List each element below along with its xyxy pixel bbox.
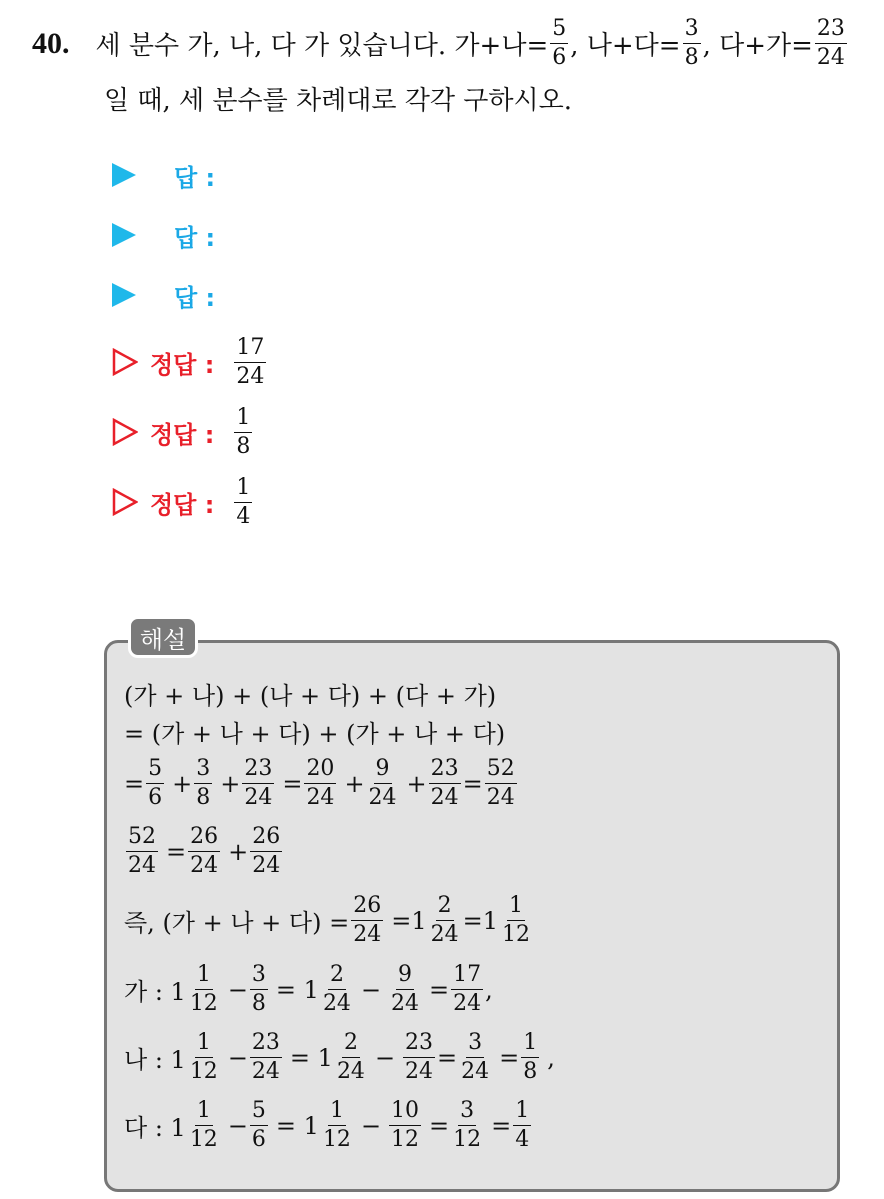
numerator: 23 xyxy=(242,758,274,784)
numerator: 52 xyxy=(126,826,158,852)
correct-answer-2 xyxy=(112,404,254,459)
fraction xyxy=(500,895,532,946)
answer-label: 정답 : xyxy=(150,420,215,449)
operator: = xyxy=(491,1111,512,1140)
fraction xyxy=(335,1032,367,1083)
answer-label: 답 : xyxy=(174,283,216,312)
numerator: 1 xyxy=(234,407,252,433)
denominator: 8 xyxy=(251,991,266,1016)
denominator: 24 xyxy=(430,785,459,810)
fraction xyxy=(815,18,847,69)
question-mid-2: , 다+가= xyxy=(702,31,813,61)
numerator: 52 xyxy=(485,758,517,784)
numerator: 3 xyxy=(683,18,701,44)
operator: = xyxy=(429,1111,450,1140)
fraction xyxy=(513,1100,531,1151)
numerator: 9 xyxy=(374,758,392,784)
text: 다 : 1 xyxy=(124,1114,186,1142)
denominator: 8 xyxy=(684,45,699,70)
fraction xyxy=(485,758,517,809)
triangle-outline-icon xyxy=(112,488,138,516)
numerator: 2 xyxy=(436,895,454,921)
fraction xyxy=(351,895,383,946)
numerator: 1 xyxy=(234,477,252,503)
solution-tab: 해설 xyxy=(128,616,198,658)
text: 나 : 1 xyxy=(124,1046,186,1074)
question-mid-1: , 나+다= xyxy=(570,31,681,61)
numerator: 26 xyxy=(351,895,383,921)
solution-line-8 xyxy=(124,1100,533,1151)
numerator: 1 xyxy=(521,1032,539,1058)
fraction xyxy=(451,964,483,1015)
denominator: 24 xyxy=(368,785,397,810)
solution-line-1: (가 + 나) + (나 + 다) + (다 + 가) xyxy=(124,682,497,710)
fraction xyxy=(146,758,164,809)
denominator: 24 xyxy=(322,991,351,1016)
denominator: 24 xyxy=(430,922,459,947)
answer-blank-1[interactable] xyxy=(112,155,215,195)
play-arrow-icon xyxy=(112,223,136,247)
denominator: 24 xyxy=(236,363,265,389)
operator: = xyxy=(499,1043,520,1072)
denominator: 8 xyxy=(196,785,211,810)
fraction xyxy=(188,964,220,1015)
operator: + xyxy=(220,769,241,798)
operator: + xyxy=(228,837,249,866)
operator: = xyxy=(124,769,145,798)
denominator: 24 xyxy=(391,991,420,1016)
denominator: 6 xyxy=(552,45,567,70)
numerator: 1 xyxy=(195,1100,213,1126)
denominator: 6 xyxy=(251,1127,266,1152)
denominator: 12 xyxy=(189,1059,218,1084)
answer-blank-2[interactable] xyxy=(112,215,215,255)
punctuation: , xyxy=(485,975,493,1004)
fraction xyxy=(188,826,220,877)
numerator: 3 xyxy=(194,758,212,784)
question-number: 40. xyxy=(32,26,70,60)
operator: + xyxy=(172,769,193,798)
fraction xyxy=(304,758,336,809)
play-arrow-icon xyxy=(112,163,136,187)
denominator: 12 xyxy=(189,1127,218,1152)
numerator: 23 xyxy=(403,1032,435,1058)
solution-line-2: = (가 + 나 + 다) + (가 + 나 + 다) xyxy=(124,720,506,748)
operator: − xyxy=(360,975,382,1004)
play-arrow-icon xyxy=(112,283,136,307)
fraction xyxy=(234,334,266,389)
fraction xyxy=(188,1100,220,1151)
fraction xyxy=(459,1032,491,1083)
denominator: 24 xyxy=(190,853,219,878)
denominator: 12 xyxy=(391,1127,420,1152)
fraction xyxy=(321,964,353,1015)
fraction xyxy=(242,758,274,809)
fraction xyxy=(234,404,252,459)
numerator: 5 xyxy=(550,18,568,44)
operator: =1 xyxy=(462,906,498,935)
denominator: 24 xyxy=(252,853,281,878)
numerator: 17 xyxy=(234,337,266,363)
fraction xyxy=(550,18,568,69)
operator: − xyxy=(227,1043,248,1072)
denominator: 12 xyxy=(453,1127,482,1152)
numerator: 5 xyxy=(146,758,164,784)
numerator: 20 xyxy=(304,758,336,784)
fraction xyxy=(389,964,421,1015)
denominator: 8 xyxy=(236,433,251,459)
correct-answer-1 xyxy=(112,334,268,389)
numerator: 23 xyxy=(815,18,847,44)
denominator: 24 xyxy=(336,1059,365,1084)
answer-label: 정답 : xyxy=(150,350,215,379)
operator: = xyxy=(282,769,303,798)
numerator: 23 xyxy=(429,758,461,784)
fraction xyxy=(250,826,282,877)
numerator: 2 xyxy=(342,1032,360,1058)
numerator: 26 xyxy=(188,826,220,852)
denominator: 24 xyxy=(405,1059,434,1084)
fraction xyxy=(188,1032,220,1083)
denominator: 24 xyxy=(461,1059,490,1084)
numerator: 26 xyxy=(250,826,282,852)
triangle-outline-icon xyxy=(112,348,138,376)
operator: − xyxy=(227,975,248,1004)
denominator: 24 xyxy=(251,1059,280,1084)
denominator: 24 xyxy=(816,45,845,70)
operator: + xyxy=(406,769,427,798)
solution-line-5 xyxy=(124,895,534,946)
solution-line-6 xyxy=(124,964,493,1015)
fraction xyxy=(250,1100,268,1151)
fraction xyxy=(126,826,158,877)
answer-label: 정답 : xyxy=(150,490,215,519)
denominator: 12 xyxy=(189,991,218,1016)
solution-line-3 xyxy=(124,758,519,809)
numerator: 1 xyxy=(195,1032,213,1058)
question-line-2: 일 때, 세 분수를 차례대로 각각 구하시오. xyxy=(104,86,572,116)
text: 가 : 1 xyxy=(124,978,186,1006)
punctuation: , xyxy=(547,1043,555,1072)
operator: − xyxy=(360,1111,382,1140)
denominator: 6 xyxy=(148,785,163,810)
numerator: 5 xyxy=(250,1100,268,1126)
numerator: 9 xyxy=(396,964,414,990)
solution-line-7 xyxy=(124,1032,555,1083)
operator: = 1 xyxy=(275,975,319,1004)
operator: + xyxy=(344,769,365,798)
numerator: 10 xyxy=(389,1100,421,1126)
operator: = xyxy=(437,1043,458,1072)
numerator: 17 xyxy=(451,964,483,990)
solution-line-4 xyxy=(124,826,284,877)
operator: = xyxy=(462,769,483,798)
denominator: 24 xyxy=(486,785,515,810)
operator: = 1 xyxy=(275,1111,319,1140)
fraction xyxy=(429,895,461,946)
denominator: 24 xyxy=(128,853,156,878)
text: 즉, (가 + 나 + 다) = xyxy=(124,909,350,937)
numerator: 1 xyxy=(507,895,525,921)
denominator: 8 xyxy=(523,1059,538,1084)
numerator: 3 xyxy=(250,964,268,990)
denominator: 12 xyxy=(501,922,530,947)
operator: = 1 xyxy=(289,1043,333,1072)
denominator: 24 xyxy=(353,922,382,947)
denominator: 12 xyxy=(322,1127,351,1152)
numerator: 1 xyxy=(328,1100,346,1126)
numerator: 1 xyxy=(195,964,213,990)
numerator: 23 xyxy=(250,1032,282,1058)
fraction xyxy=(250,964,268,1015)
numerator: 2 xyxy=(328,964,346,990)
answer-label: 답 : xyxy=(174,223,216,252)
numerator: 3 xyxy=(458,1100,476,1126)
fraction xyxy=(521,1032,539,1083)
fraction xyxy=(367,758,399,809)
fraction xyxy=(403,1032,435,1083)
fraction xyxy=(234,474,252,529)
triangle-outline-icon xyxy=(112,418,138,446)
numerator: 1 xyxy=(513,1100,531,1126)
operator: = xyxy=(166,837,187,866)
answer-label: 답 : xyxy=(174,163,216,192)
operator: − xyxy=(374,1043,396,1072)
question-intro: 세 분수 가, 나, 다 가 있습니다. 가+나= xyxy=(95,31,549,61)
operator: − xyxy=(227,1111,248,1140)
fraction xyxy=(451,1100,483,1151)
fraction xyxy=(194,758,212,809)
answer-blank-3[interactable] xyxy=(112,275,215,315)
fraction xyxy=(683,18,701,69)
question-line-1 xyxy=(32,18,849,69)
correct-answer-3 xyxy=(112,474,254,529)
fraction xyxy=(321,1100,353,1151)
operator: = xyxy=(429,975,450,1004)
fraction xyxy=(250,1032,282,1083)
denominator: 4 xyxy=(236,503,251,529)
denominator: 4 xyxy=(515,1127,530,1152)
denominator: 24 xyxy=(244,785,273,810)
fraction xyxy=(389,1100,421,1151)
denominator: 24 xyxy=(306,785,335,810)
denominator: 24 xyxy=(453,991,482,1016)
numerator: 3 xyxy=(466,1032,484,1058)
operator: =1 xyxy=(391,906,427,935)
fraction xyxy=(429,758,461,809)
